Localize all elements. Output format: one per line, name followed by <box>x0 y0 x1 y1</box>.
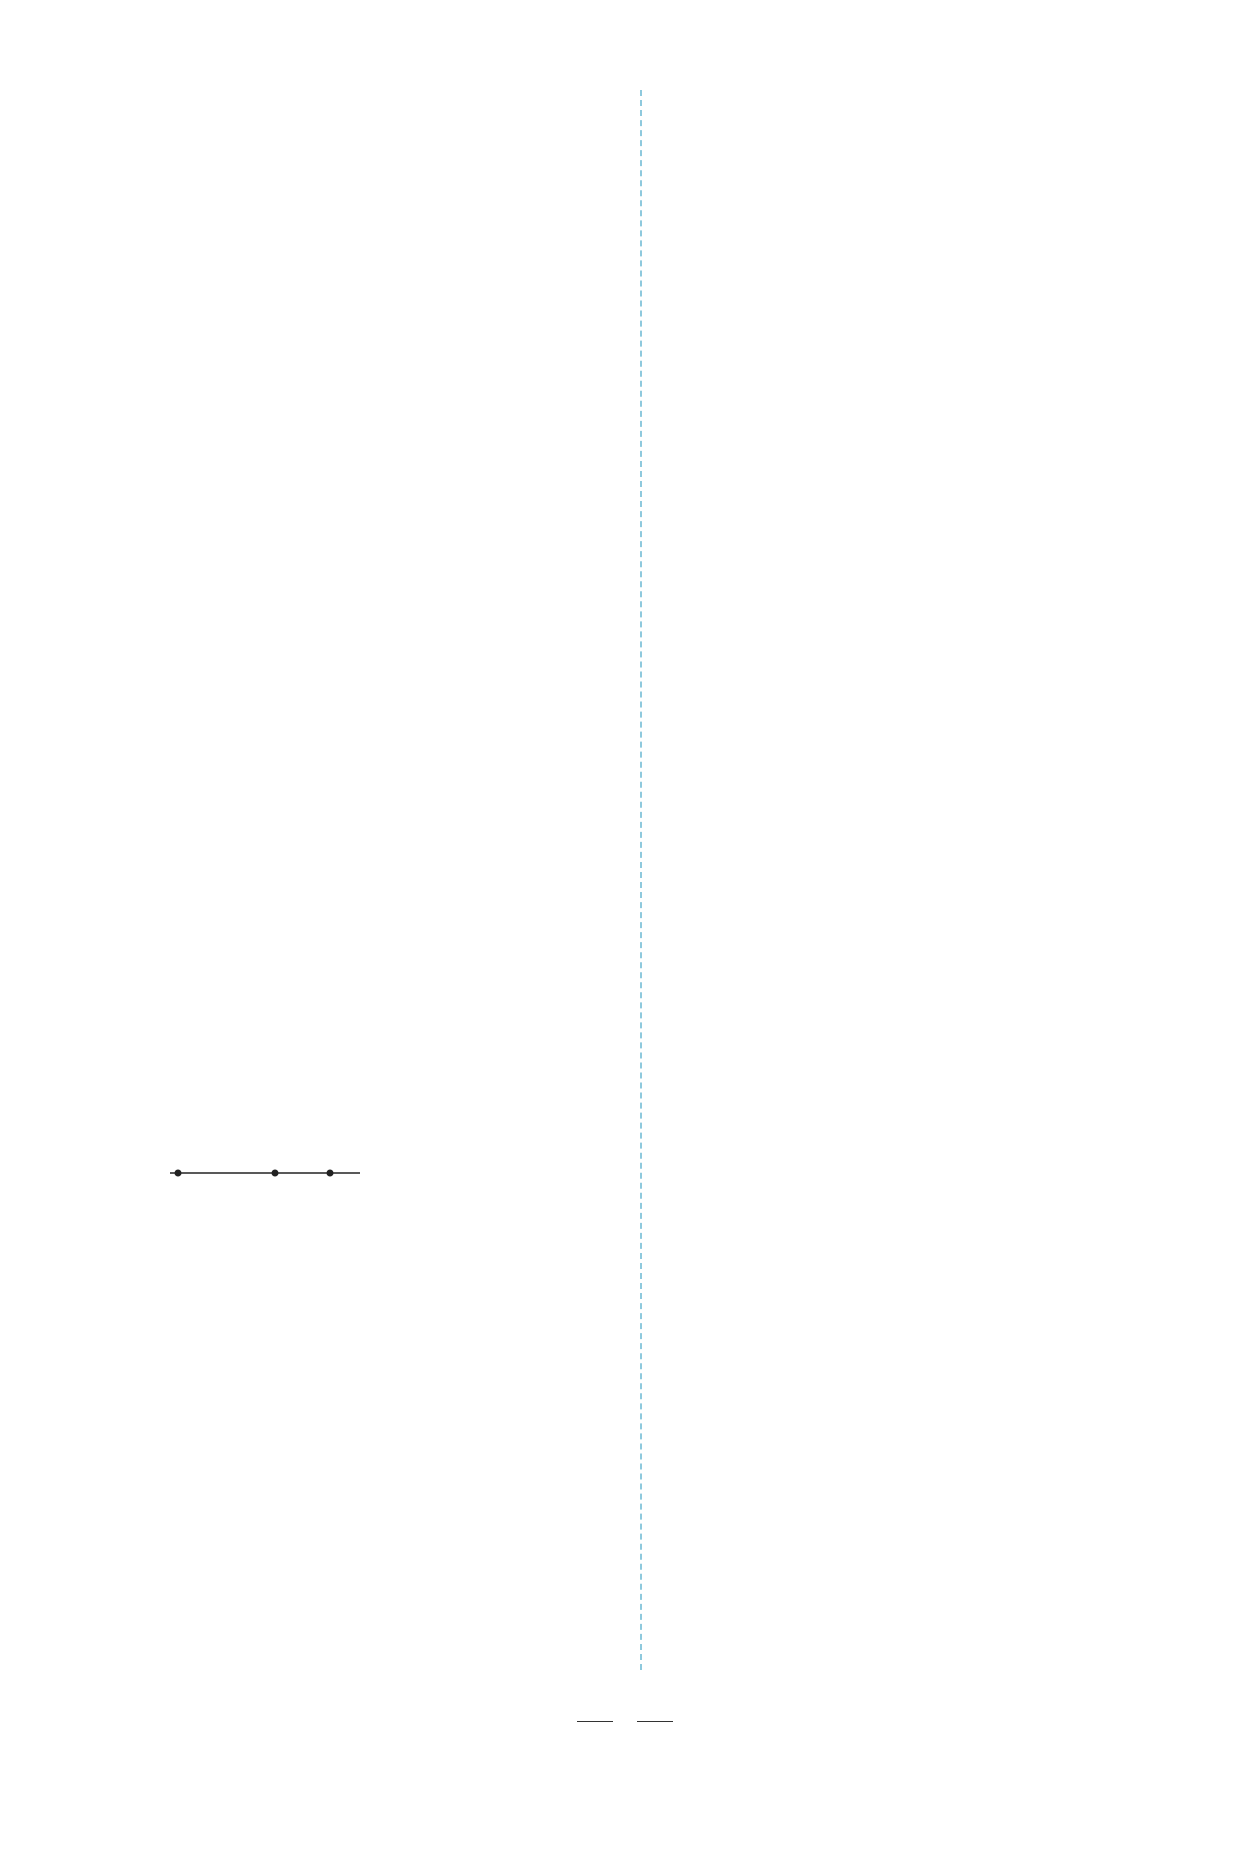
motion-diagram <box>150 1155 370 1205</box>
page-number <box>0 1705 1250 1735</box>
column-divider <box>640 90 642 1670</box>
